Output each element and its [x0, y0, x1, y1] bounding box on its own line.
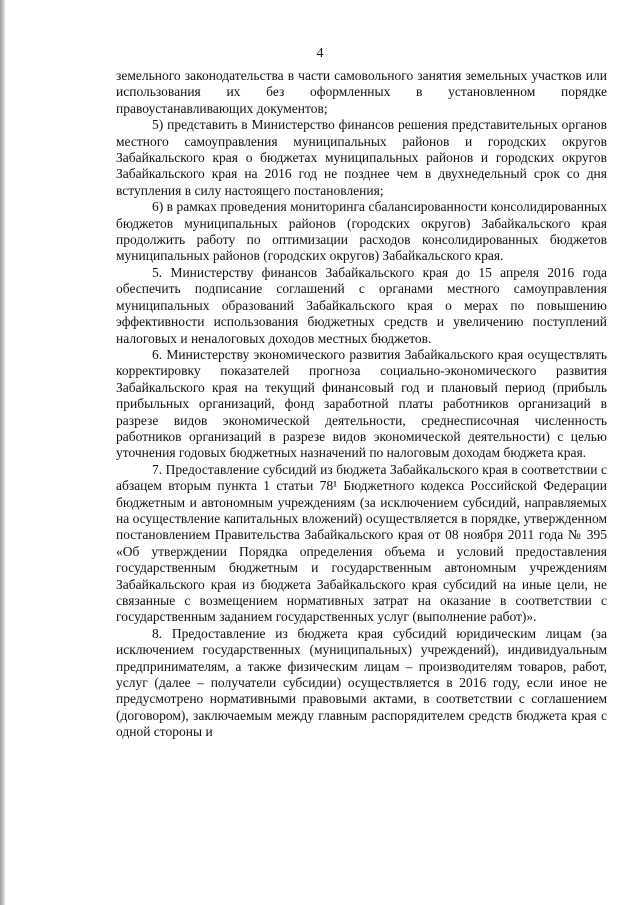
paragraph-point-8: 8. Предоставление из бюджета края субсидий юридическим лицам (за исключением государственных (муниципальных) учреждений), индивидуальным предпринимателям, а также физическим лицам – производителям товаров, работ, услуг (далее – получатели субсидии) осуществляется в 2016 году, если иное не предусмотрено нормативными правовыми актами, в соответствии с соглашением (договором), заключаемым между главным распорядителем средств бюджета края с одной стороны и [116, 625, 607, 740]
paragraph-point-6: 6. Министерству экономического развития Забайкальского края осуществлять корректировку показателей прогноза социально-экономического развития Забайкальского края на текущий финансовый год и плановый период (прибыль прибыльных организаций, фонд заработной платы работников организаций в разрезе видов экономической деятельности, среднесписочная численность работников организаций в разрезе видов экономической деятельности) с целью уточнения годовых бюджетных назначений по налоговым доходам бюджета края. [116, 346, 607, 461]
page-number: 4 [316, 46, 324, 61]
document-body [116, 68, 607, 741]
paragraph-continuation: земельного законодательства в части самовольного занятия земельных участков или использования их без оформленных в установленном порядке правоустанавливающих документов; [116, 68, 607, 116]
paragraph-item-5: 5) представить в Министерство финансов решения представительных органов местного самоуправления муниципальных районов и городских округов Забайкальского края о бюджетах муниципальных районов и городских округов Забайкальского края на 2016 год не позднее чем в двухнедельный срок со дня вступления в силу настоящего постановления; [116, 117, 607, 198]
paragraph-point-5: 5. Министерству финансов Забайкальского края до 15 апреля 2016 года обеспечить подписание соглашений с органами местного самоуправления муниципальных образований Забайкальского края о мерах по повышению эффективности использования бюджетных средств и увеличению поступлений налоговых и неналоговых доходов местных бюджетов. [116, 264, 607, 346]
paragraph-point-7: 7. Предоставление субсидий из бюджета Забайкальского края в соответствии с абзацем вторым пункта 1 статьи 78¹ Бюджетного кодекса Российской Федерации бюджетным и автономным учреждениям (за исключением субсидий, направляемых на осуществление капитальных вложений) осуществляется в порядке, утвержденном постановлением Правительства Забайкальского края от 08 ноября 2011 года № 395 «Об утверждении Порядка определения объема и условий предоставления государственным бюджетным и государственным автономным учреждениям Забайкальского края из бюджета Забайкальского края субсидий на иные цели, не связанные с возмещением нормативных затрат на оказание в соответствии с государственным заданием государственных услуг (выполнение работ)». [116, 461, 607, 625]
scan-edge [0, 0, 5, 905]
paragraph-item-6: 6) в рамках проведения мониторинга сбалансированности консолидированных бюджетов муниципальных районов (городских округов) Забайкальского края продолжить работу по оптимизации расходов консолидированных бюджетов муниципальных районов (городских округов) Забайкальского края. [116, 199, 607, 264]
